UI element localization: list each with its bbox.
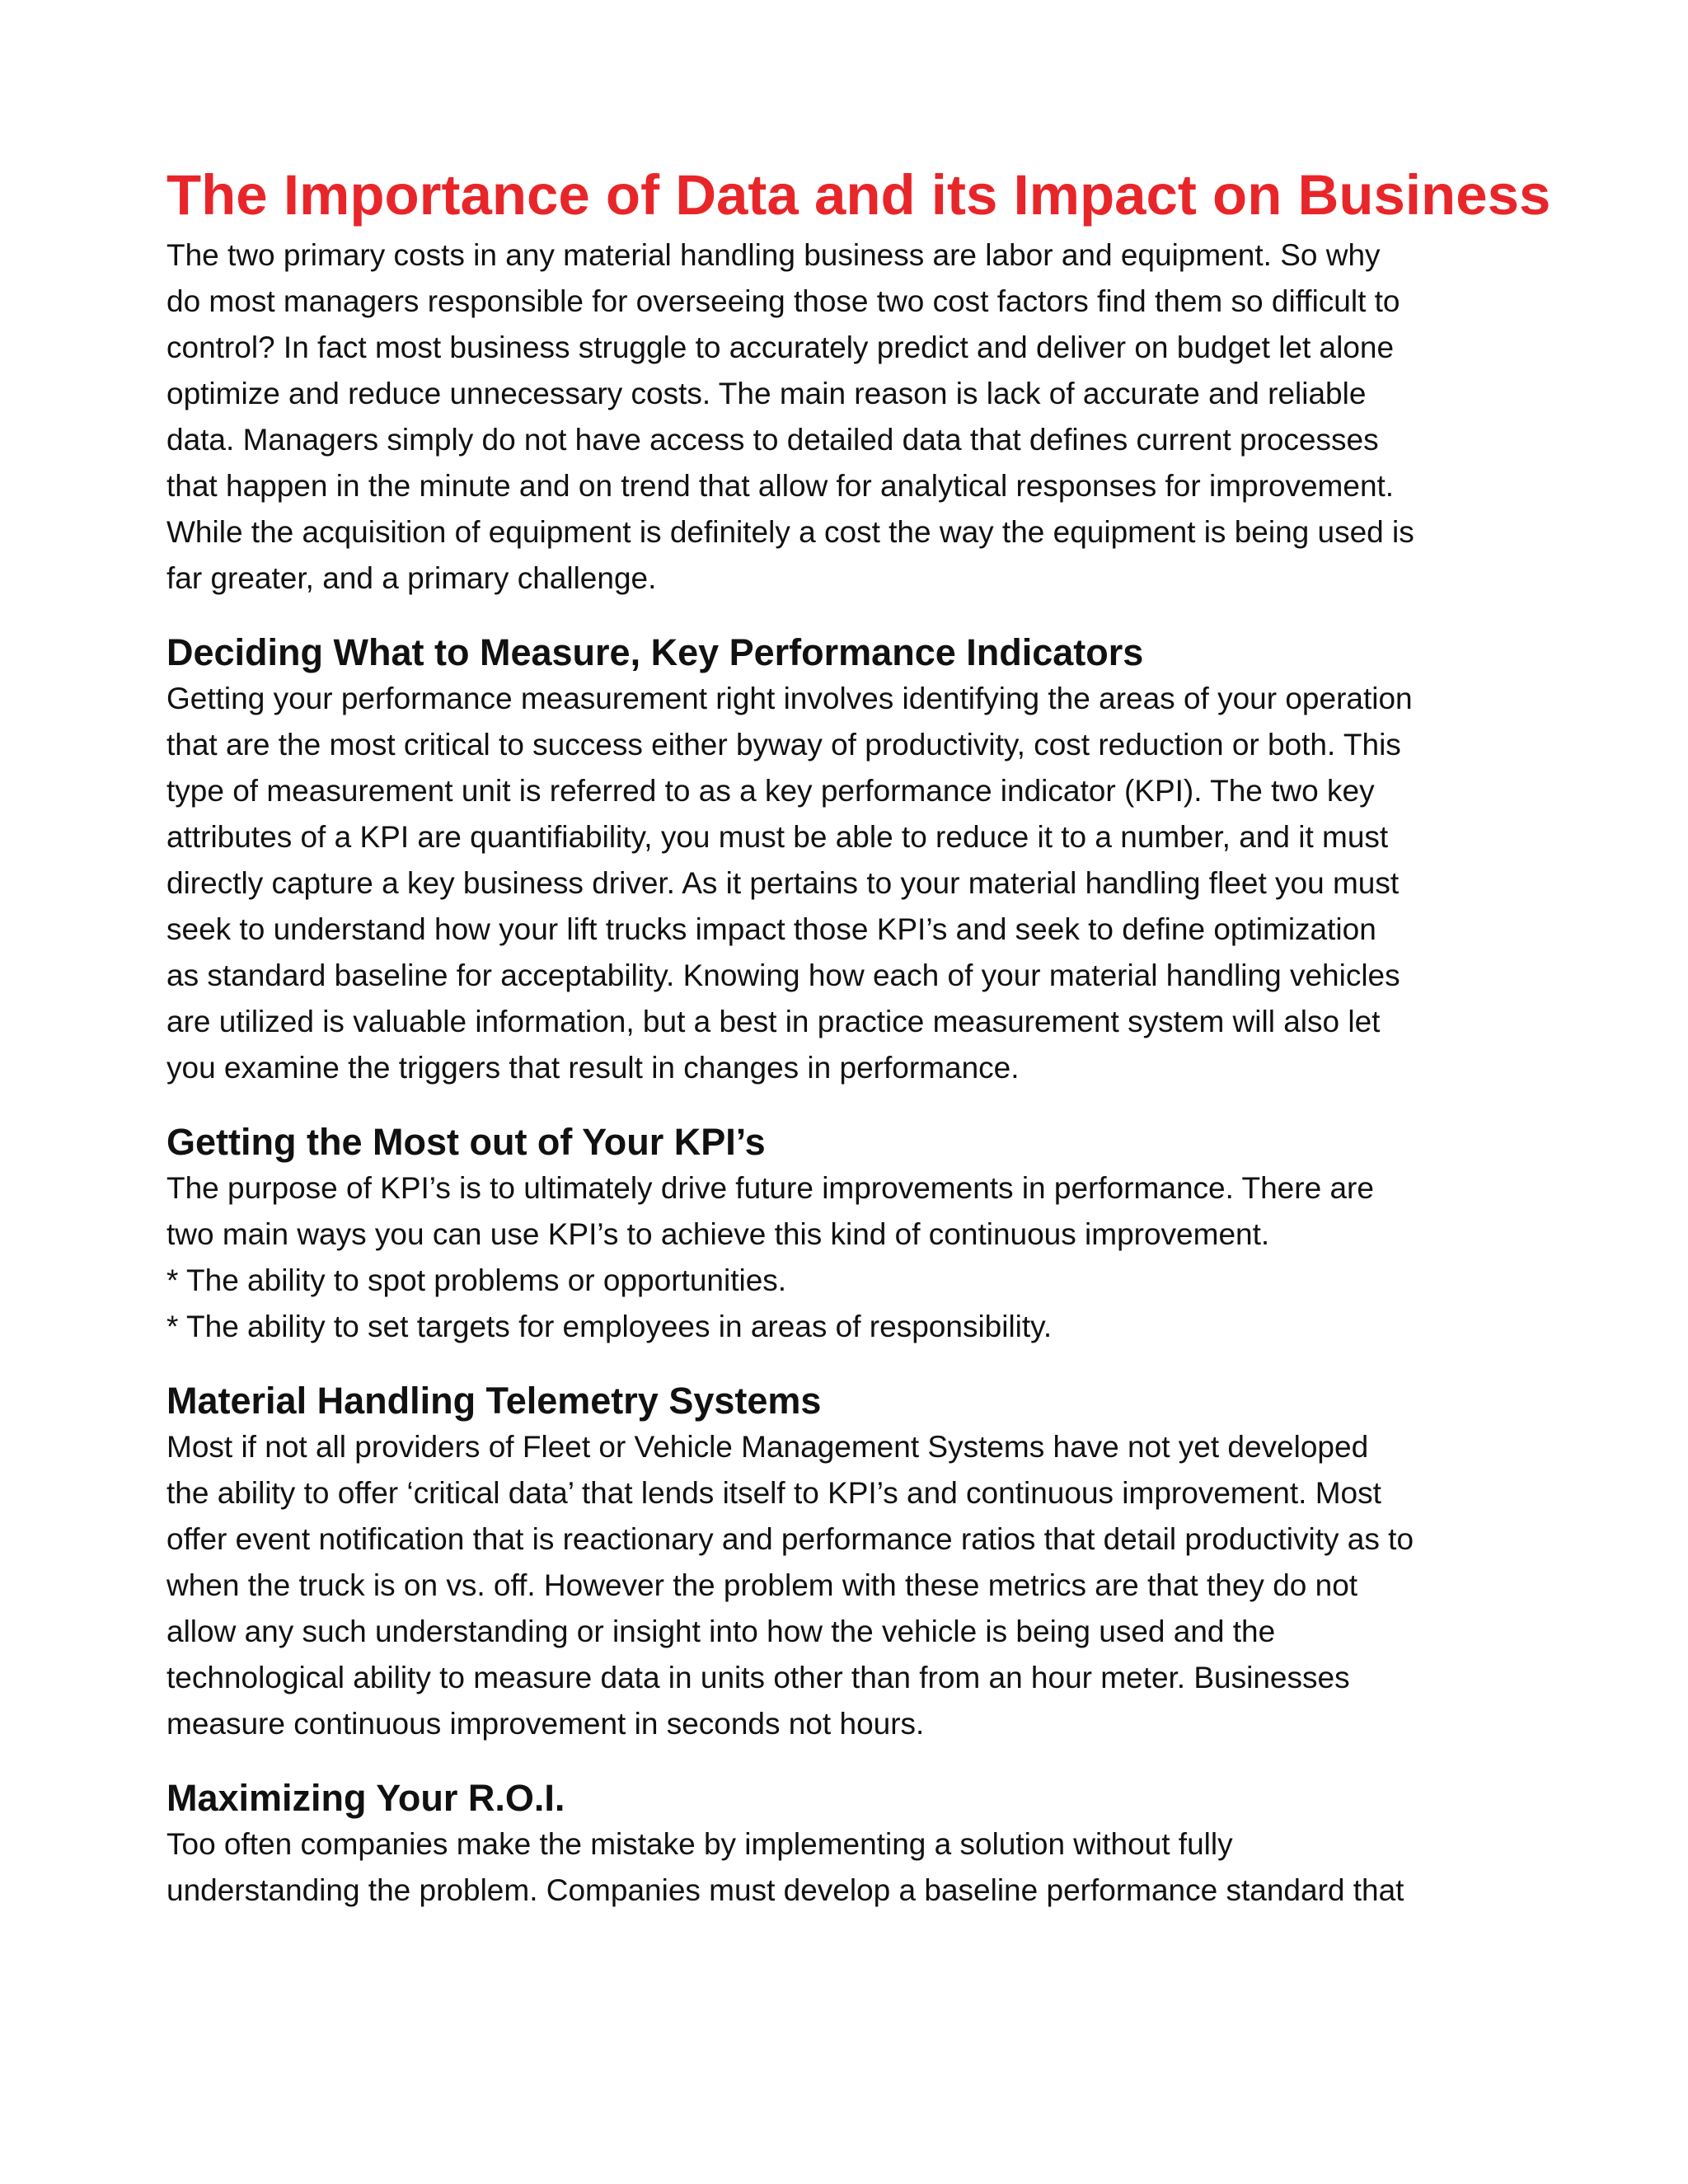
text-line: that are the most critical to success either byway of productivity, cost reduction or both. This	[166, 728, 1401, 762]
text-line: The purpose of KPI’s is to ultimately drive future improvements in performance. There are	[166, 1171, 1374, 1205]
text-line: do most managers responsible for overseeing those two cost factors find them so difficult to	[166, 284, 1400, 318]
section-roi	[166, 1775, 1584, 1914]
text-line: seek to understand how your lift trucks impact those KPI’s and seek to define optimization	[166, 912, 1376, 946]
text-line: type of measurement unit is referred to as a key performance indicator (KPI). The two key	[166, 774, 1375, 808]
text-line: Too often companies make the mistake by implementing a solution without fully	[166, 1827, 1233, 1861]
text-line: the ability to offer ‘critical data’ that lends itself to KPI’s and continuous improvement. Most	[166, 1476, 1381, 1510]
section-heading: Material Handling Telemetry Systems	[166, 1380, 822, 1422]
bullet-line: * The ability to set targets for employees in areas of responsibility.	[166, 1310, 1053, 1343]
section-paragraph	[166, 1821, 1584, 1914]
section-paragraph	[166, 1424, 1584, 1747]
section-heading: Getting the Most out of Your KPI’s	[166, 1121, 766, 1163]
text-line: control? In fact most business struggle to accurately predict and deliver on budget let alone	[166, 330, 1395, 364]
intro-paragraph	[166, 232, 1584, 602]
section-heading: Deciding What to Measure, Key Performance Indicators	[166, 631, 1144, 673]
text-line: technological ability to measure data in units other than from an hour meter. Businesses	[166, 1661, 1350, 1694]
text-line: While the acquisition of equipment is definitely a cost the way the equipment is being used is	[166, 515, 1414, 549]
text-line: are utilized is valuable information, but a best in practice measurement system will also let	[166, 1005, 1381, 1038]
section-heading: Maximizing Your R.O.I.	[166, 1777, 565, 1819]
section-paragraph	[166, 1165, 1584, 1350]
section-paragraph	[166, 676, 1584, 1091]
text-line: optimize and reduce unnecessary costs. The main reason is lack of accurate and reliable	[166, 377, 1367, 410]
section-kpi-most	[166, 1119, 1584, 1350]
text-line: that happen in the minute and on trend that allow for analytical responses for improvement.	[166, 469, 1395, 503]
text-line: you examine the triggers that result in changes in performance.	[166, 1051, 1020, 1085]
text-line: attributes of a KPI are quantifiability, you must be able to reduce it to a number, and it must	[166, 820, 1389, 854]
text-line: as standard baseline for acceptability. Knowing how each of your material handling vehicles	[166, 958, 1400, 992]
text-line: two main ways you can use KPI’s to achieve this kind of continuous improvement.	[166, 1217, 1270, 1251]
text-line: allow any such understanding or insight into how the vehicle is being used and the	[166, 1615, 1276, 1648]
text-line: Getting your performance measurement right involves identifying the areas of your operation	[166, 682, 1413, 715]
text-line: The two primary costs in any material handling business are labor and equipment. So why	[166, 238, 1381, 272]
section-telemetry	[166, 1378, 1584, 1747]
bullet-line: * The ability to spot problems or opportunities.	[166, 1263, 787, 1297]
text-line: when the truck is on vs. off. However the problem with these metrics are that they do not	[166, 1568, 1358, 1602]
section-kpi-measurement	[166, 630, 1584, 1091]
text-line: data. Managers simply do not have access to detailed data that defines current processes	[166, 423, 1379, 457]
text-line: directly capture a key business driver. As it pertains to your material handling fleet you must	[166, 866, 1400, 900]
text-line: Most if not all providers of Fleet or Vehicle Management Systems have not yet developed	[166, 1430, 1369, 1464]
text-line: offer event notification that is reactionary and performance ratios that detail productivity as to	[166, 1522, 1414, 1556]
page-title: The Importance of Data and its Impact on Business	[166, 163, 1551, 227]
text-line: measure continuous improvement in seconds not hours.	[166, 1707, 925, 1741]
text-line: understanding the problem. Companies must develop a baseline performance standard that	[166, 1873, 1404, 1907]
text-line: far greater, and a primary challenge.	[166, 561, 657, 595]
document-body	[166, 158, 1584, 1914]
